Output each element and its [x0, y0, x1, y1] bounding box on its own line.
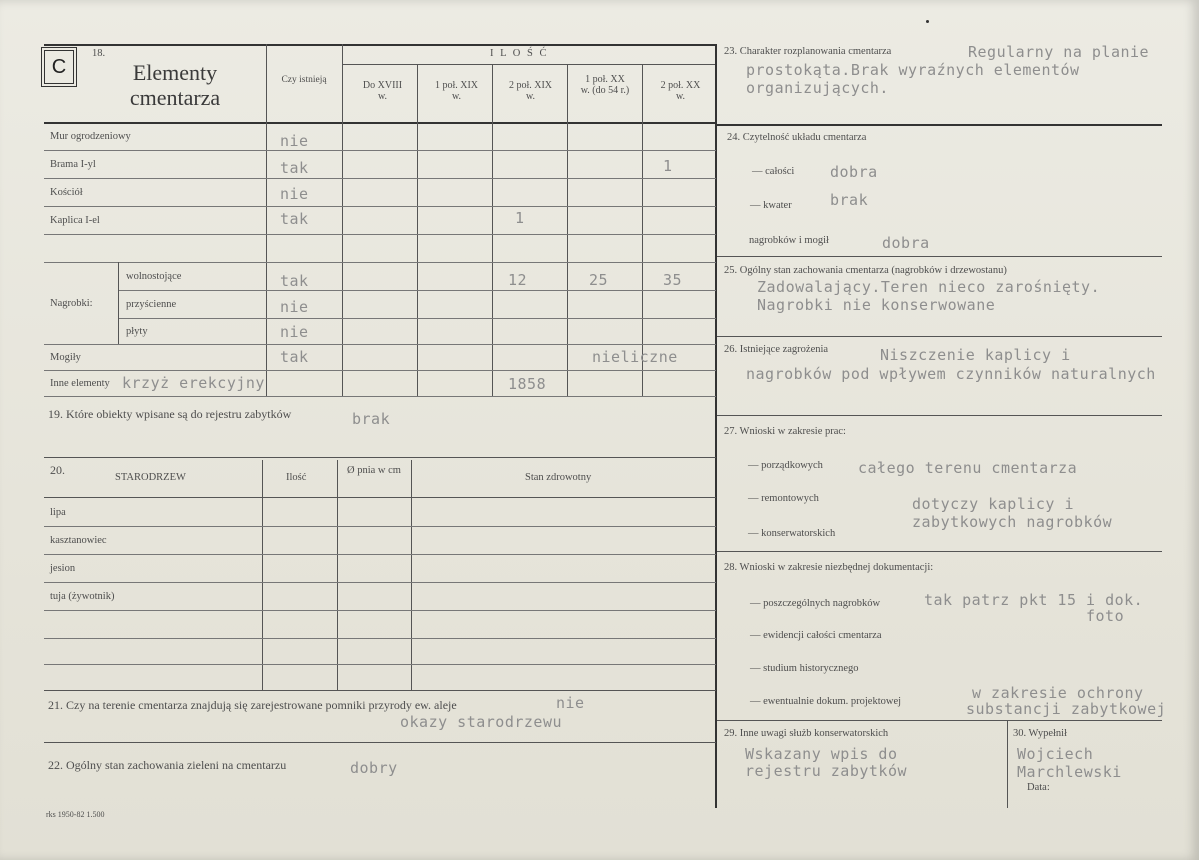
- section-19-value: brak: [352, 410, 391, 428]
- row-line: [44, 234, 716, 235]
- row-line: [44, 344, 716, 345]
- row-label-kosciol: Kościół: [50, 187, 83, 198]
- section-18-title: [100, 60, 250, 110]
- plyty-value: nie: [280, 323, 309, 341]
- nagrobkow-value: dobra: [882, 234, 930, 252]
- rule-23: [717, 124, 1162, 126]
- col-ilosc: Ilość: [286, 472, 307, 483]
- kaplica-value: tak: [280, 210, 309, 228]
- section-30-value-2: Marchlewski: [1017, 763, 1122, 781]
- row-line: [44, 396, 716, 397]
- tree-kasztanowiec: kasztanowiec: [50, 535, 107, 546]
- projektowej-value-2: substancji zabytkowej: [966, 700, 1167, 718]
- rule-24: [717, 256, 1162, 257]
- rule-19: [44, 457, 716, 458]
- remontowych-label: — remontowych: [748, 493, 819, 504]
- row-line: [44, 150, 716, 151]
- row-label-przyscienne: przyścienne: [126, 299, 177, 310]
- ink-speck: [926, 20, 929, 23]
- starodrzew-title: STARODRZEW: [115, 472, 186, 483]
- col-header-5: 2 poł. XX w.: [660, 80, 701, 102]
- row-label-plyty: płyty: [126, 326, 148, 337]
- section-29-label: 29. Inne uwagi służb konserwatorskich: [724, 728, 889, 739]
- mogily-value: tak: [280, 348, 309, 366]
- row-label-mogily: Mogiły: [50, 352, 81, 363]
- section-21-value-2: okazy starodrzewu: [400, 713, 563, 731]
- wolnostojace-c4: 25: [589, 271, 609, 289]
- brama-value: tak: [280, 159, 309, 177]
- mogily-c4: nieliczne: [592, 348, 678, 366]
- row-line: [44, 497, 716, 498]
- projektowej-label: — ewentualnie dokum. projektowej: [750, 696, 902, 707]
- nagrobkow-label: nagrobków i mogił: [749, 235, 829, 246]
- section-26-value-1: Niszczenie kaplicy i: [880, 346, 1071, 364]
- section-20-number: 20.: [50, 463, 65, 477]
- section-21-label: 21. Czy na terenie cmentarza znajdują się zarejestrowane pomniki przyrody ew. aleje: [48, 698, 457, 712]
- row-line: [44, 206, 716, 207]
- section-28-label: 28. Wnioski w zakresie niezbędnej dokumentacji:: [724, 562, 934, 573]
- section-23-value-3: organizujących.: [746, 79, 889, 97]
- konserwatorskich-label: — konserwatorskich: [748, 528, 836, 539]
- row-line: [44, 554, 716, 555]
- row-label-brama: Brama I-yl: [50, 159, 96, 170]
- section-22-label: 22. Ogólny stan zachowania zieleni na cmentarzu: [48, 758, 287, 772]
- mur-value: nie: [280, 132, 309, 150]
- col-line: [337, 460, 338, 690]
- brama-count: 1: [663, 157, 673, 175]
- section-23-value-2: prostokąta.Brak wyraźnych elementów: [746, 61, 1080, 79]
- porzadkowych-label: — porządkowych: [748, 460, 823, 471]
- przyscienne-value: nie: [280, 298, 309, 316]
- rule-27: [717, 551, 1162, 552]
- col-header-4: 1 poł. XX w. (do 54 r.): [580, 74, 630, 96]
- ewidencji-label: — ewidencji całości cmentarza: [750, 630, 882, 641]
- data-label: Data:: [1027, 782, 1050, 793]
- row-line: [118, 318, 716, 319]
- rule-header-bottom: [44, 122, 716, 124]
- nagrobki-divider: [118, 262, 119, 344]
- studium-label: — studium historycznego: [750, 663, 859, 674]
- title-line-1: Elementy: [132, 60, 218, 85]
- kwater-value: brak: [830, 191, 869, 209]
- section-30-label: 30. Wypełnił: [1013, 728, 1068, 739]
- inne-c3: 1858: [508, 375, 547, 393]
- print-footer: rks 1950-82 1.500: [46, 810, 105, 819]
- row-line: [44, 178, 716, 179]
- col-line-3: [492, 64, 493, 396]
- section-19-label: 19. Które obiekty wpisane są do rejestru zabytków: [48, 407, 292, 421]
- title-line-2: cmentarza: [129, 85, 221, 110]
- row-label-mur: Mur ogrodzeniowy: [50, 131, 131, 142]
- section-29-value-1: Wskazany wpis do: [745, 745, 898, 763]
- calosci-label: — całości: [752, 166, 795, 177]
- row-line: [44, 582, 716, 583]
- wolnostojace-c5: 35: [663, 271, 683, 289]
- kwater-label: — kwater: [750, 200, 792, 211]
- section-25-label: 25. Ogólny stan zachowania cmentarza (nagrobków i drzewostanu): [724, 265, 1007, 276]
- col-line: [262, 460, 263, 690]
- rule-28: [717, 720, 1162, 721]
- inne-value: krzyż erekcyjny: [122, 374, 265, 392]
- col-header-2: 1 poł. XIX w.: [434, 80, 479, 102]
- col-pnia: Ø pnia w cm: [347, 465, 401, 476]
- tree-lipa: lipa: [50, 507, 66, 518]
- section-23-label: 23. Charakter rozplanowania cmentarza: [724, 46, 892, 57]
- center-divider: [715, 44, 717, 808]
- col-line-5: [642, 64, 643, 396]
- row-line: [44, 690, 716, 691]
- tree-tuja: tuja (żywotnik): [50, 591, 115, 602]
- row-line: [44, 262, 716, 263]
- section-25-value-2: Nagrobki nie konserwowane: [757, 296, 996, 314]
- col-line-2: [417, 64, 418, 396]
- section-22-value: dobry: [350, 759, 398, 777]
- col-header-3: 2 poł. XIX w.: [508, 80, 553, 102]
- remontowych-value-2: zabytkowych nagrobków: [912, 513, 1113, 531]
- col-line: [411, 460, 412, 690]
- section-27-label: 27. Wnioski w zakresie prac:: [724, 426, 846, 437]
- poszczegolnych-value-1: tak patrz pkt 15 i dok.: [924, 591, 1144, 609]
- row-label-inne: Inne elementy: [50, 378, 110, 389]
- row-label-nagrobki: Nagrobki:: [50, 298, 93, 309]
- section-29-30-divider: [1007, 721, 1008, 808]
- section-23-value-1: Regularny na planie: [968, 43, 1150, 61]
- kosciol-value: nie: [280, 185, 309, 203]
- row-line: [118, 290, 716, 291]
- row-line: [44, 664, 716, 665]
- ilosc-header: I L O Ś Ć: [490, 48, 549, 59]
- section-26-label: 26. Istniejące zagrożenia: [724, 344, 829, 355]
- rule-25: [717, 336, 1162, 337]
- row-line: [44, 638, 716, 639]
- section-30-value-1: Wojciech: [1017, 745, 1094, 763]
- section-25-value-1: Zadowalający.Teren nieco zarośnięty.: [757, 278, 1101, 296]
- section-18-number: 18.: [92, 48, 106, 59]
- row-line: [44, 370, 716, 371]
- wolnostojace-c3: 12: [508, 271, 528, 289]
- projektowej-value-1: w zakresie ochrony: [972, 684, 1144, 702]
- remontowych-value-1: dotyczy kaplicy i: [912, 495, 1075, 513]
- rule-21: [44, 742, 716, 743]
- poszczegolnych-value-2: foto: [1086, 607, 1125, 625]
- row-line: [44, 526, 716, 527]
- section-21-value-1: nie: [556, 694, 585, 712]
- porzadkowych-value: całego terenu cmentarza: [858, 459, 1078, 477]
- row-label-wolnostojace: wolnostojące: [126, 271, 182, 282]
- poszczegolnych-label: — poszczególnych nagrobków: [750, 598, 881, 609]
- rule-26: [717, 415, 1162, 416]
- section-29-value-2: rejestru zabytków: [745, 762, 908, 780]
- col-stan: Stan zdrowotny: [525, 472, 592, 483]
- col-header-1: Do XVIII w.: [362, 80, 403, 102]
- col-line-4: [567, 64, 568, 396]
- row-line: [44, 610, 716, 611]
- tree-jesion: jesion: [50, 563, 76, 574]
- wolnostojace-value: tak: [280, 272, 309, 290]
- section-letter-badge: C: [44, 50, 74, 84]
- rule-top: [44, 44, 716, 46]
- kaplica-count: 1: [515, 209, 525, 227]
- section-26-value-2: nagrobków pod wpływem czynników naturalnych: [746, 365, 1156, 383]
- rule-ilosc: [342, 64, 716, 65]
- row-label-kaplica: Kaplica I-el: [50, 215, 100, 226]
- calosci-value: dobra: [830, 163, 878, 181]
- col-czy-header: Czy istnieją: [281, 75, 327, 85]
- section-24-label: 24. Czytelność układu cmentarza: [727, 132, 867, 143]
